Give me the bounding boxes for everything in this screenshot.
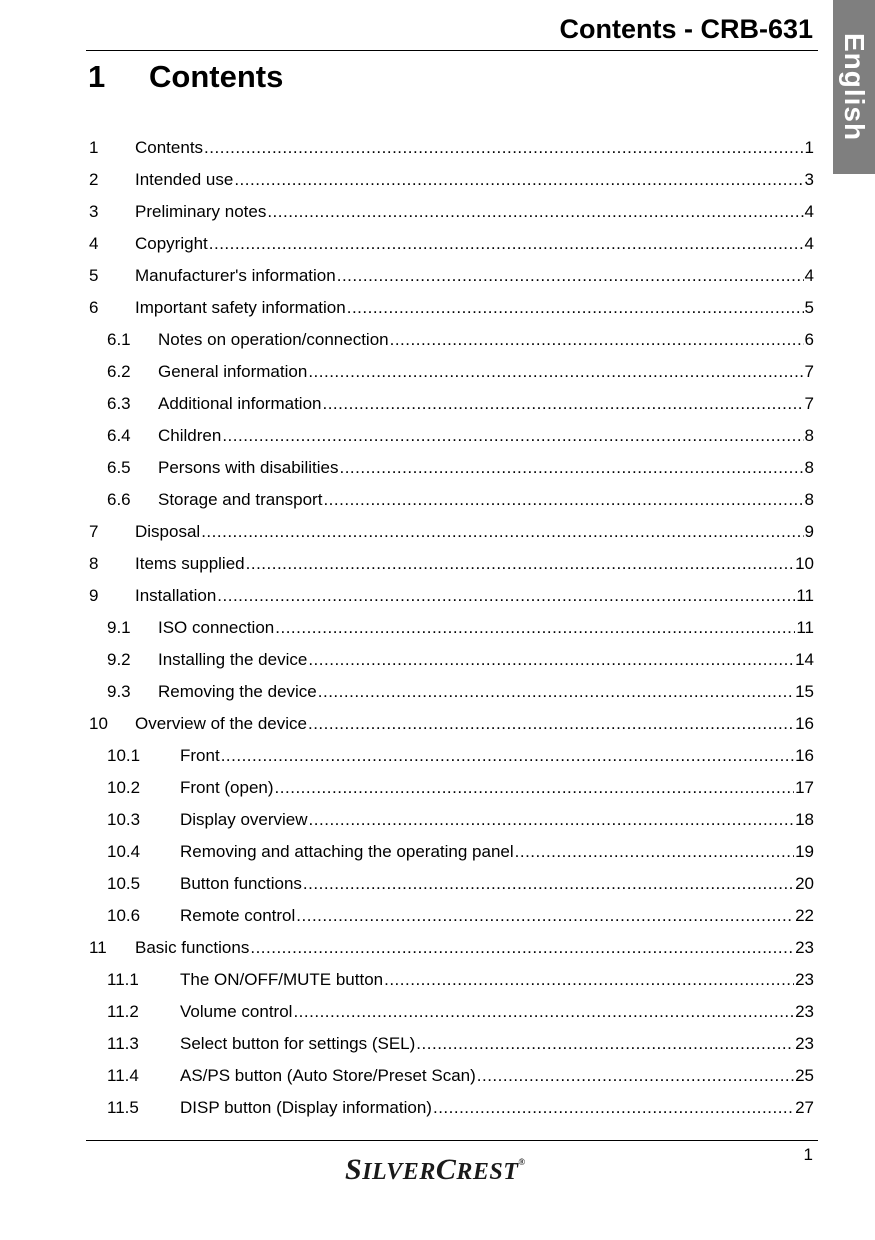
toc-entry-title: Children [158, 426, 222, 445]
toc-dot-leader [323, 488, 803, 512]
toc-entry-number: 11 [89, 938, 107, 957]
toc-entry-page: 16 [795, 746, 814, 765]
toc-entry-number: 11.3 [107, 1034, 139, 1053]
toc-entry[interactable] [89, 552, 814, 584]
toc-entry-title: Storage and transport [158, 490, 323, 509]
toc-dot-leader [217, 584, 795, 608]
toc-entry-title: AS/PS button (Auto Store/Preset Scan) [180, 1066, 476, 1085]
toc-entry-page: 16 [795, 714, 814, 733]
toc-entry-page: 7 [804, 394, 814, 413]
toc-entry[interactable] [89, 1032, 814, 1064]
toc-dot-leader [296, 904, 794, 928]
toc-dot-leader [308, 712, 794, 736]
toc-entry-title: Overview of the device [135, 714, 307, 733]
toc-entry-number: 7 [89, 522, 99, 541]
toc-dot-leader [275, 776, 795, 800]
toc-dot-leader [234, 168, 803, 192]
toc-entry-page: 23 [795, 938, 814, 957]
toc-entry-title: Button functions [180, 874, 302, 893]
toc-entry[interactable] [89, 872, 814, 904]
toc-entry-title: General information [158, 362, 308, 381]
toc-entry-number: 9.1 [107, 618, 131, 637]
toc-dot-leader [293, 1000, 794, 1024]
toc-entry-title: Notes on operation/connection [158, 330, 389, 349]
toc-dot-leader [433, 1096, 794, 1120]
toc-entry-title: Volume control [180, 1002, 293, 1021]
toc-entry-page: 23 [795, 970, 814, 989]
toc-entry-title: ISO connection [158, 618, 275, 637]
running-header-title: Contents - CRB-631 [559, 14, 813, 44]
toc-entry-title: Contents [135, 138, 204, 157]
toc-entry-number: 1 [89, 138, 99, 157]
toc-entry-number: 9.2 [107, 650, 131, 669]
toc-entry-page: 3 [804, 170, 814, 189]
toc-entry-title: Disposal [135, 522, 201, 541]
toc-entry-number: 10.2 [107, 778, 141, 797]
page-number: 1 [803, 1145, 813, 1164]
toc-entry-title: Basic functions [135, 938, 250, 957]
toc-dot-leader [384, 968, 794, 992]
table-of-contents [89, 136, 814, 1128]
toc-entry[interactable] [89, 1000, 814, 1032]
toc-entry-title: DISP button (Display information) [180, 1098, 432, 1117]
language-tab-label: English [839, 32, 870, 142]
toc-entry[interactable] [89, 168, 814, 200]
toc-entry-number: 11.5 [107, 1098, 139, 1117]
toc-entry-page: 19 [795, 842, 814, 861]
toc-dot-leader [222, 424, 803, 448]
toc-entry-title: Select button for settings (SEL) [180, 1034, 416, 1053]
toc-entry[interactable] [89, 680, 814, 712]
toc-entry-page: 8 [804, 426, 814, 445]
toc-entry-page: 4 [804, 202, 814, 221]
chapter-number: 1 [88, 59, 106, 94]
toc-entry[interactable] [89, 232, 814, 264]
toc-entry-number: 6.6 [107, 490, 131, 509]
toc-entry-title: Remote control [180, 906, 296, 925]
toc-entry-page: 23 [795, 1002, 814, 1021]
toc-entry[interactable] [89, 136, 814, 168]
toc-dot-leader [267, 200, 803, 224]
toc-dot-leader [303, 872, 794, 896]
toc-entry[interactable] [89, 424, 814, 456]
toc-dot-leader [477, 1064, 794, 1088]
toc-entry-title: Installing the device [158, 650, 308, 669]
toc-entry-number: 10.5 [107, 874, 141, 893]
toc-entry-title: Installation [135, 586, 217, 605]
toc-entry[interactable] [89, 648, 814, 680]
toc-entry-page: 23 [795, 1034, 814, 1053]
toc-dot-leader [201, 520, 803, 544]
toc-entry-page: 27 [795, 1098, 814, 1117]
toc-entry[interactable] [89, 1096, 814, 1128]
toc-entry-page: 15 [795, 682, 814, 701]
toc-entry-number: 6 [89, 298, 99, 317]
toc-entry-page: 11 [796, 586, 814, 605]
toc-entry[interactable] [89, 200, 814, 232]
toc-entry[interactable] [89, 712, 814, 744]
language-tab [833, 0, 875, 174]
toc-entry-title: Intended use [135, 170, 234, 189]
toc-entry-page: 5 [804, 298, 814, 317]
toc-entry[interactable] [89, 936, 814, 968]
toc-entry-number: 6.3 [107, 394, 131, 413]
toc-dot-leader [204, 136, 803, 160]
toc-entry-title: Removing and attaching the operating panel [180, 842, 514, 861]
toc-entry-number: 10.3 [107, 810, 141, 829]
toc-entry-page: 4 [804, 234, 814, 253]
header-rule [86, 50, 818, 51]
toc-entry-title: Manufacturer's information [135, 266, 336, 285]
toc-entry[interactable] [89, 808, 814, 840]
toc-entry-number: 5 [89, 266, 99, 285]
toc-entry[interactable] [89, 840, 814, 872]
toc-entry-title: Removing the device [158, 682, 317, 701]
toc-entry-page: 1 [804, 138, 814, 157]
toc-entry[interactable] [89, 488, 814, 520]
toc-dot-leader [515, 840, 794, 864]
toc-entry[interactable] [89, 616, 814, 648]
toc-entry-page: 6 [804, 330, 814, 349]
toc-entry-title: Copyright [135, 234, 208, 253]
toc-dot-leader [308, 648, 794, 672]
toc-entry-page: 14 [795, 650, 814, 669]
toc-dot-leader [209, 232, 804, 256]
toc-entry-title: The ON/OFF/MUTE button [180, 970, 384, 989]
toc-dot-leader [308, 360, 803, 384]
toc-entry-title: Additional information [158, 394, 322, 413]
toc-entry-title: Front (open) [180, 778, 274, 797]
toc-entry-page: 9 [804, 522, 814, 541]
toc-entry[interactable] [89, 392, 814, 424]
toc-entry-title: Display overview [180, 810, 308, 829]
toc-dot-leader [275, 616, 795, 640]
toc-entry-page: 22 [795, 906, 814, 925]
toc-entry-number: 4 [89, 234, 99, 253]
toc-entry-number: 10 [89, 714, 108, 733]
toc-entry[interactable] [89, 456, 814, 488]
toc-entry-number: 10.1 [107, 746, 141, 765]
chapter-title: Contents [149, 59, 284, 94]
toc-entry-title: Front [180, 746, 220, 765]
toc-entry[interactable] [89, 584, 814, 616]
toc-dot-leader [339, 456, 803, 480]
toc-entry-page: 25 [795, 1066, 814, 1085]
toc-entry-number: 6.5 [107, 458, 131, 477]
toc-entry-number: 6.2 [107, 362, 131, 381]
toc-entry-number: 11.2 [107, 1002, 139, 1021]
toc-entry-page: 7 [804, 362, 814, 381]
toc-dot-leader [347, 296, 804, 320]
toc-entry-number: 11.4 [107, 1066, 139, 1085]
footer-rule [86, 1140, 818, 1141]
toc-entry-page: 10 [795, 554, 814, 573]
toc-entry[interactable] [89, 264, 814, 296]
toc-dot-leader [322, 392, 803, 416]
toc-entry-number: 11.1 [107, 970, 139, 989]
toc-dot-leader [416, 1032, 794, 1056]
toc-dot-leader [250, 936, 794, 960]
toc-entry-title: Important safety information [135, 298, 346, 317]
toc-entry-page: 8 [804, 458, 814, 477]
toc-entry[interactable] [89, 968, 814, 1000]
toc-entry[interactable] [89, 904, 814, 936]
toc-entry-number: 6.1 [107, 330, 131, 349]
toc-entry[interactable] [89, 520, 814, 552]
toc-dot-leader [390, 328, 804, 352]
toc-dot-leader [318, 680, 794, 704]
toc-entry[interactable] [89, 776, 814, 808]
toc-dot-leader [337, 264, 804, 288]
toc-entry-page: 20 [795, 874, 814, 893]
toc-entry-number: 10.4 [107, 842, 141, 861]
chapter-heading [88, 59, 283, 95]
silvercrest-logo: SILVERCREST® [345, 1153, 526, 1186]
toc-entry-number: 10.6 [107, 906, 141, 925]
toc-entry-number: 3 [89, 202, 99, 221]
registered-mark: ® [518, 1157, 526, 1167]
toc-entry[interactable] [89, 296, 814, 328]
toc-entry-number: 6.4 [107, 426, 131, 445]
toc-entry-page: 4 [804, 266, 814, 285]
toc-entry-title: Preliminary notes [135, 202, 267, 221]
toc-dot-leader [246, 552, 794, 576]
toc-entry-title: Persons with disabilities [158, 458, 339, 477]
toc-entry-page: 18 [795, 810, 814, 829]
toc-entry-page: 17 [795, 778, 814, 797]
toc-entry[interactable] [89, 744, 814, 776]
toc-dot-leader [221, 744, 794, 768]
toc-entry-number: 2 [89, 170, 99, 189]
toc-entry-page: 11 [796, 618, 814, 637]
toc-entry-number: 9 [89, 586, 99, 605]
toc-entry[interactable] [89, 328, 814, 360]
toc-entry-number: 9.3 [107, 682, 131, 701]
toc-entry[interactable] [89, 1064, 814, 1096]
toc-entry-number: 8 [89, 554, 99, 573]
toc-entry-title: Items supplied [135, 554, 245, 573]
toc-entry-page: 8 [804, 490, 814, 509]
toc-entry[interactable] [89, 360, 814, 392]
toc-dot-leader [309, 808, 795, 832]
